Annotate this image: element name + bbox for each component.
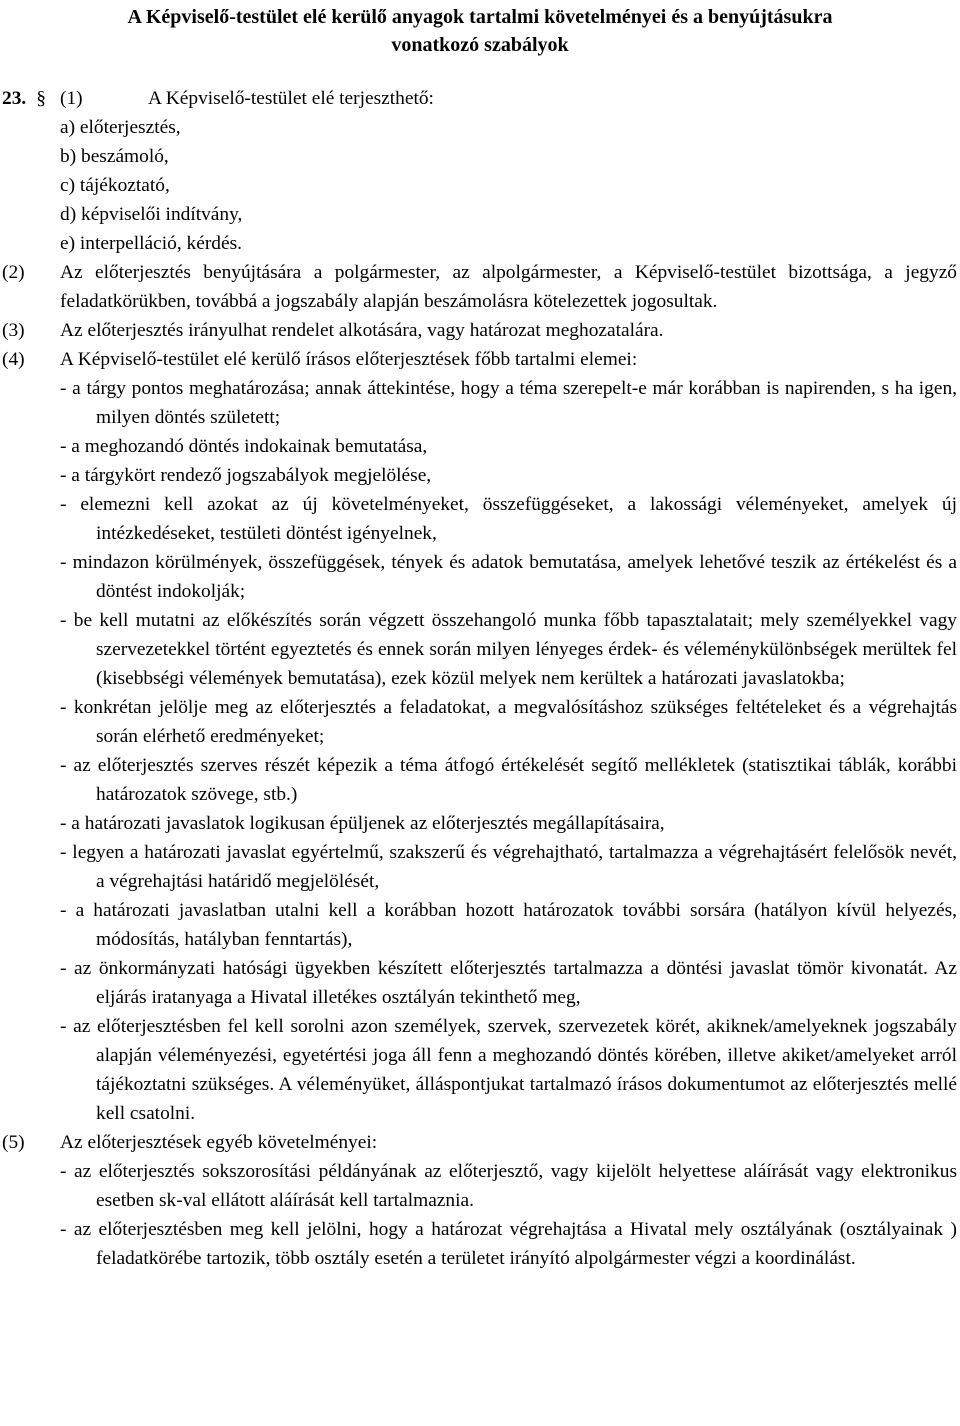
list-item-a: a) előterjesztés,	[60, 117, 181, 138]
p4-item-6: - be kell mutatni az előkészítés során végzett összehangoló munka főbb tapasztalatait; mely személyekkel vagy szervezetekkel történt egyeztetés és ennek során milyen lényeges érdek- és véleménykülönbségek merültek fel (kisebbségi vélemények bemutatása), ezek közül melyek nem kerültek a határozati javaslatokba;	[60, 610, 957, 689]
p4-item-12: - az önkormányzati hatósági ügyekben készített előterjesztés tartalmazza a döntési javaslat tömör kivonatát. Az eljárás iratanyaga a Hivatal illetékes osztályán tekinthető meg,	[60, 958, 957, 1008]
p4-item-2: - a meghozandó döntés indokainak bemutatása,	[60, 436, 428, 457]
paragraph-5	[0, 1128, 960, 1157]
paragraph-3-text: Az előterjesztés irányulhat rendelet alkotására, vagy határozat meghozatalára.	[60, 320, 664, 341]
paragraph-2	[0, 258, 960, 316]
p4-item-8: - az előterjesztés szerves részét képezik a téma átfogó értékelését segítő mellékletek (statisztikai táblák, korábbi határozatok szövege, stb.)	[60, 755, 957, 805]
section-23	[0, 84, 960, 1273]
list-item-d: d) képviselői indítvány,	[60, 204, 243, 225]
paragraph-2-text: Az előterjesztés benyújtására a polgármester, az alpolgármester, a Képviselő-testület bizottsága, a jegyző feladatkörükben, továbbá a jogszabály alapján beszámolásra kötelezettek jogosultak.	[60, 262, 957, 312]
p5-item-2: - az előterjesztésben meg kell jelölni, hogy a határozat végrehajtása a Hivatal mely osztályának (osztályainak ) feladatkörébe tartozik, több osztály esetén a területet irányító alpolgármester végzi a koordinálást.	[60, 1219, 957, 1269]
p4-item-7: - konkrétan jelölje meg az előterjesztés a feladatokat, a megvalósításhoz szükséges feltételeket és a végrehajtás során elérhető eredményeket;	[60, 697, 957, 747]
title-line-2: vonatkozó szabályok	[391, 34, 569, 56]
paragraph-4	[0, 345, 960, 374]
p4-item-3: - a tárgykört rendező jogszabályok megjelölése,	[60, 465, 432, 486]
paragraph-5-number: (5)	[2, 1132, 25, 1153]
p4-item-4: - elemezni kell azokat az új követelményeket, összefüggéseket, a lakossági véleményeket, amelyek új intézkedéseket, testületi döntést igényelnek,	[60, 494, 957, 544]
document-title	[0, 3, 960, 59]
paragraph-4-number: (4)	[2, 349, 25, 370]
paragraph-4-text: A Képviselő-testület elé kerülő írásos előterjesztések főbb tartalmi elemei:	[60, 349, 638, 370]
section-symbol: §	[36, 88, 46, 109]
section-number: 23.	[2, 88, 27, 109]
paragraph-2-number: (2)	[2, 262, 25, 283]
list-item-c: c) tájékoztató,	[60, 175, 170, 196]
p4-item-1: - a tárgy pontos meghatározása; annak áttekintése, hogy a téma szerepelt-e már korábban is napirenden, s ha igen, milyen döntés született;	[60, 378, 957, 428]
p4-item-13: - az előterjesztésben fel kell sorolni azon személyek, szervek, szervezetek körét, akiknek/amelyeknek jogszabály alapján véleményezési, egyetértési joga áll fenn a meghozandó döntés körében, illetve akiket/amelyeket arról tájékoztatni szükséges. A véleményüket, álláspontjukat tartalmazó írásos dokumentumot az előterjesztés mellé kell csatolni.	[60, 1016, 957, 1124]
list-item-b: b) beszámoló,	[60, 146, 169, 167]
paragraph-1-text: A Képviselő-testület elé terjeszthető:	[148, 88, 434, 109]
paragraph-5-text: Az előterjesztések egyéb követelményei:	[60, 1132, 378, 1153]
list-item-e: e) interpelláció, kérdés.	[60, 233, 242, 254]
p4-item-9: - a határozati javaslatok logikusan épüljenek az előterjesztés megállapításaira,	[60, 813, 665, 834]
paragraph-3	[0, 316, 960, 345]
p5-item-1: - az előterjesztés sokszorosítási példányának az előterjesztő, vagy kijelölt helyettese aláírását vagy elektronikus esetben sk-val ellátott aláírását kell tartalmaznia.	[60, 1161, 957, 1211]
p4-item-5: - mindazon körülmények, összefüggések, tények és adatok bemutatása, amelyek lehetővé teszik az értékelést és a döntést indokolják;	[60, 552, 957, 602]
paragraph-3-number: (3)	[2, 320, 25, 341]
section-heading	[0, 84, 960, 113]
p4-item-10: - legyen a határozati javaslat egyértelmű, szakszerű és végrehajtható, tartalmazza a végrehajtásért felelősök nevét, a végrehajtási határidő megjelölését,	[60, 842, 957, 892]
title-line-1: A Képviselő-testület elé kerülő anyagok tartalmi követelményei és a benyújtásukra	[127, 6, 833, 28]
p4-item-11: - a határozati javaslatban utalni kell a korábban hozott határozatok további sorsára (hatályon kívül helyezés, módosítás, hatályban fenntartás),	[60, 900, 957, 950]
paragraph-1-number: (1)	[60, 88, 83, 109]
